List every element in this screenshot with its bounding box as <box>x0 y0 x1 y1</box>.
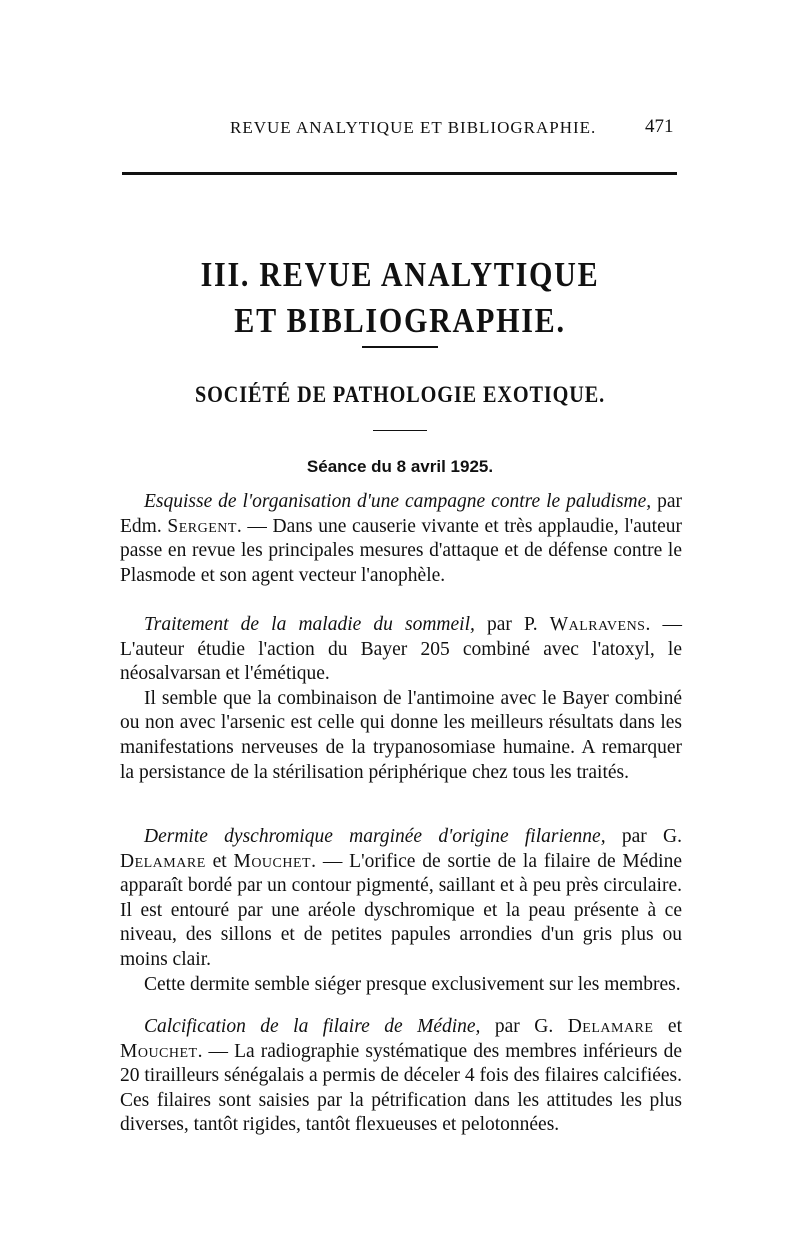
page-number: 471 <box>645 116 674 137</box>
article-title: Traitement de la maladie du sommeil, <box>144 614 475 635</box>
title-divider <box>362 346 438 348</box>
article-by: par Edm. <box>120 491 682 537</box>
article-author-2: Mouchet <box>120 1040 198 1062</box>
article-text: L'orifice de sortie de la filaire de Médine apparaît bordé par un contour pigmenté, saillant et à peu près circulaire. Il est entouré par une aréole dyschromique et la peau présente à ce niveau, des sillons et de petites papules arrondies d'un gris plus ou moins clair. <box>120 850 682 970</box>
article-maladie-sommeil <box>120 613 682 785</box>
section-title-line-1: III. REVUE ANALYTIQUE <box>200 255 600 294</box>
running-head: REVUE ANALYTIQUE ET BIBLIOGRAPHIE. <box>230 118 597 137</box>
header-rule <box>122 172 677 175</box>
article-author: Delamare <box>567 1016 654 1037</box>
article-by: par G. <box>605 826 683 847</box>
article-dermite <box>120 825 682 997</box>
article-dash: . — <box>645 614 682 635</box>
article-author: Delamare <box>120 850 206 872</box>
article-paragraph-2: Il semble que la combinaison de l'antimoine avec le Bayer combiné ou non avec l'arsenic est celle qui donne les meilleurs résultats dans les manifestations nerveuses de la trypanosomiase humaine. A remarquer la persistance de la stérilisation périphérique chez tous les traités. <box>120 687 682 783</box>
article-calcification <box>120 1015 682 1138</box>
article-dash: . — <box>311 850 350 872</box>
society-title: SOCIÉTÉ DE PATHOLOGIE EXOTIQUE. <box>194 382 606 407</box>
section-title <box>56 252 744 344</box>
society-divider <box>373 430 427 431</box>
article-title: Dermite dyschromique marginée d'origine filarienne, <box>144 826 606 847</box>
article-dash: . — <box>197 1040 235 1062</box>
article-paludisme <box>120 490 682 588</box>
article-author-2: Mouchet <box>233 850 312 872</box>
article-title: Esquisse de l'organisation d'une campagne contre le paludisme, <box>144 491 652 512</box>
article-text: Dans une causerie vivante et très applaudie, l'auteur passe en revue les principales mesures d'attaque et de défense contre le Plasmode et son agent vecteur l'anophèle. <box>120 515 682 586</box>
article-paragraph <box>120 613 682 687</box>
article-author: Walravens <box>549 614 646 635</box>
session-title: Séance du 8 avril 1925. <box>306 457 494 476</box>
article-and: et <box>653 1016 682 1037</box>
article-and: et <box>205 850 234 872</box>
article-paragraph <box>120 490 682 588</box>
article-paragraph <box>120 1015 682 1138</box>
article-paragraph-2: Cette dermite semble siéger presque exclusivement sur les membres. <box>144 973 681 995</box>
article-by: par P. <box>474 614 550 635</box>
article-text: La radiographie systématique des membres inférieurs de 20 tirailleurs sénégalais a permis de déceler 4 fois des filaires calcifiées. Ces filaires sont saisies par la pétrification dans les attitudes les plus diverses, tantôt rigides, tantôt flexueuses et pelotonnées. <box>120 1040 683 1136</box>
article-dash: . — <box>236 515 273 537</box>
article-by: par G. <box>480 1016 568 1037</box>
article-title: Calcification de la filaire de Médine, <box>144 1016 481 1037</box>
article-text: L'auteur étudie l'action du Bayer 205 combiné avec l'atoxyl, le néosalvarsan et l'émétique. <box>120 638 682 685</box>
article-author: Sergent <box>167 515 237 537</box>
article-paragraph <box>120 825 682 973</box>
section-title-line-2: ET BIBLIOGRAPHIE. <box>234 301 566 340</box>
